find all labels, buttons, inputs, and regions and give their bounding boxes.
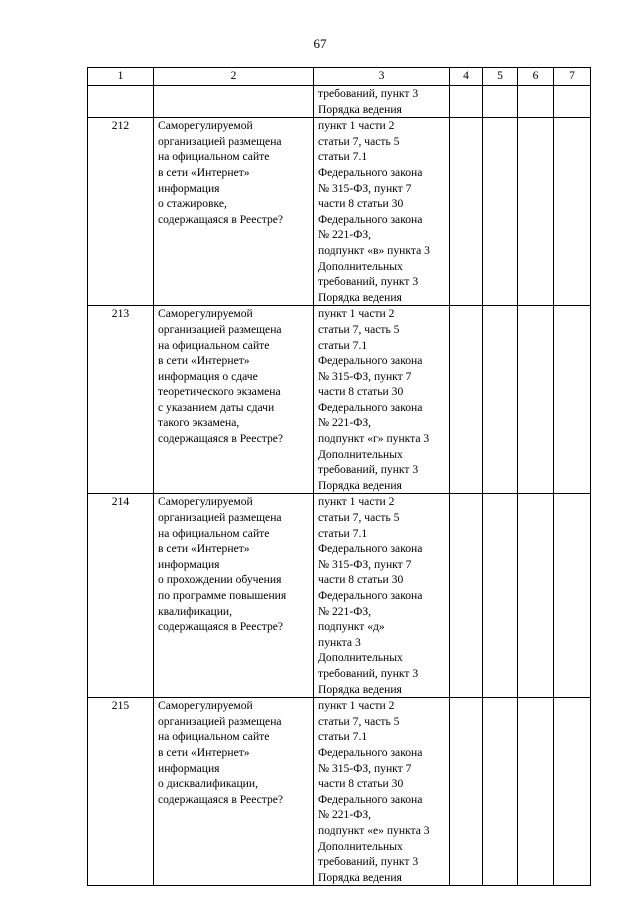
- empty-cell: [483, 118, 518, 306]
- cell-text-line: Порядка ведения: [318, 102, 402, 116]
- empty-cell: [518, 306, 554, 494]
- empty-cell: [518, 118, 554, 306]
- cell-text-line: Федерального закона: [318, 165, 423, 179]
- cell-text-line: информация: [158, 557, 220, 571]
- header-cell-7: 7: [554, 68, 591, 86]
- cell-text-line: Дополнительных: [318, 651, 403, 665]
- continuation-reference-cell: [314, 86, 450, 118]
- cell-text-line: организацией размещена: [158, 322, 282, 336]
- cell-text-line: подпункт «д»: [318, 620, 385, 634]
- cell-text-line: требований, пункт 3: [318, 87, 419, 100]
- cell-text-line: на официальном сайте: [158, 526, 270, 540]
- cell-text-line: Дополнительных: [318, 259, 403, 273]
- cell-text-line: Саморегулируемой: [158, 307, 253, 321]
- cell-text-line: информация: [158, 761, 220, 775]
- cell-text-line: теоретического экзамена: [158, 385, 281, 399]
- cell-text-line: Порядка ведения: [318, 478, 402, 492]
- page-number: 67: [313, 36, 327, 51]
- question-cell: [154, 494, 314, 698]
- row-number: 214: [88, 494, 154, 698]
- cell-text-line: статьи 7, часть 5: [318, 511, 400, 525]
- cell-text-line: с указанием даты сдачи: [158, 400, 275, 414]
- cell-text-line: Федерального закона: [318, 589, 423, 602]
- cell-text-line: Саморегулируемой: [158, 699, 253, 713]
- cell-text-line: пункт 1 части 2: [318, 495, 395, 509]
- cell-text-line: № 315-ФЗ, пункт 7: [318, 181, 412, 195]
- cell-text-line: части 8 статьи 30: [318, 197, 404, 211]
- cell-text-line: Дополнительных: [318, 447, 403, 461]
- cell-text-line: требований, пункт 3: [318, 666, 419, 680]
- cell-text-line: Федерального закона: [318, 542, 423, 556]
- cell-text-line: пункта 3: [318, 635, 361, 649]
- cell-text-line: о прохождении обучения: [158, 573, 282, 587]
- cell-text-line: части 8 статьи 30: [318, 385, 404, 399]
- empty-cell: [554, 118, 591, 306]
- cell-text-line: Дополнительных: [318, 839, 403, 853]
- cell-text-line: требований, пункт 3: [318, 463, 419, 477]
- header-cell-4: 4: [450, 68, 483, 86]
- cell-text-line: требований, пункт 3: [318, 855, 419, 869]
- cell-text-line: № 315-ФЗ, пункт 7: [318, 557, 412, 571]
- question-cell: [154, 306, 314, 494]
- cell-text-line: квалификации,: [158, 604, 233, 618]
- cell-text-line: № 221-ФЗ,: [318, 604, 372, 618]
- empty-cell: [554, 698, 591, 886]
- cell-text-line: статьи 7, часть 5: [318, 714, 400, 728]
- empty-cell: [483, 86, 518, 118]
- cell-text-line: Федерального закона: [318, 212, 423, 226]
- header-cell-1: 1: [88, 68, 154, 86]
- row-number: 215: [88, 698, 154, 886]
- cell-text-line: статьи 7, часть 5: [318, 322, 400, 336]
- cell-text-line: части 8 статьи 30: [318, 573, 404, 587]
- header-cell-6: 6: [518, 68, 554, 86]
- legal-reference-cell: [314, 494, 450, 698]
- legal-reference-cell: [314, 698, 450, 886]
- header-row: [88, 68, 591, 86]
- question-cell: [154, 118, 314, 306]
- cell-text-line: Порядка ведения: [318, 682, 402, 696]
- empty-cell: [450, 306, 483, 494]
- cell-text-line: на официальном сайте: [158, 150, 270, 164]
- empty-cell: [450, 86, 483, 118]
- question-cell: [154, 698, 314, 886]
- cell-text-line: информация: [158, 181, 220, 195]
- cell-text-line: Федерального закона: [318, 400, 423, 414]
- cell-text-line: Федерального закона: [318, 354, 423, 368]
- cell-text-line: статьи 7, часть 5: [318, 134, 400, 148]
- cell-text-line: такого экзамена,: [158, 416, 240, 430]
- cell-text-line: на официальном сайте: [158, 730, 270, 744]
- legal-reference-cell: [314, 306, 450, 494]
- cell-text-line: информация о сдаче: [158, 369, 258, 383]
- empty-cell: [450, 118, 483, 306]
- table-row: [88, 494, 591, 698]
- cell-text-line: части 8 статьи 30: [318, 777, 404, 791]
- table-row: [88, 118, 591, 306]
- empty-cell: [554, 86, 591, 118]
- cell-text-line: организацией размещена: [158, 714, 282, 728]
- cell-text-line: содержащаяся в Реестре?: [158, 792, 284, 806]
- row-number: 213: [88, 306, 154, 494]
- cell-text-line: о дисквалификации,: [158, 777, 258, 791]
- empty-cell: [483, 306, 518, 494]
- cell-text-line: № 315-ФЗ, пункт 7: [318, 761, 412, 775]
- cell-text-line: статьи 7.1: [318, 150, 368, 164]
- table-row: [88, 698, 591, 886]
- legal-reference-cell: [314, 118, 450, 306]
- empty-cell: [518, 86, 554, 118]
- empty-cell: [518, 494, 554, 698]
- cell-text-line: Саморегулируемой: [158, 495, 253, 509]
- cell-text-line: организацией размещена: [158, 134, 282, 148]
- cell-text-line: на официальном сайте: [158, 338, 270, 352]
- cell-text-line: в сети «Интернет»: [158, 542, 250, 556]
- cell-text-line: № 315-ФЗ, пункт 7: [318, 369, 412, 383]
- continuation-question-cell: [154, 86, 314, 118]
- empty-cell: [554, 306, 591, 494]
- checklist-table: [87, 67, 591, 886]
- row-number: 212: [88, 118, 154, 306]
- cell-text-line: в сети «Интернет»: [158, 745, 250, 759]
- cell-text-line: подпункт «е» пункта 3: [318, 823, 430, 837]
- cell-text-line: статьи 7.1: [318, 338, 368, 352]
- cell-text-line: № 221-ФЗ,: [318, 808, 372, 822]
- header-cell-3: 3: [314, 68, 450, 86]
- cell-text-line: Федерального закона: [318, 792, 423, 806]
- cell-text-line: пункт 1 части 2: [318, 307, 395, 321]
- empty-cell: [450, 698, 483, 886]
- cell-text-line: пункт 1 части 2: [318, 119, 395, 133]
- cell-text-line: по программе повышения: [158, 589, 287, 602]
- empty-cell: [450, 494, 483, 698]
- cell-text-line: Саморегулируемой: [158, 119, 253, 133]
- continuation-row: [88, 86, 591, 118]
- cell-text-line: в сети «Интернет»: [158, 165, 250, 179]
- cell-text-line: статьи 7.1: [318, 526, 368, 540]
- empty-cell: [554, 494, 591, 698]
- cell-text-line: Федерального закона: [318, 745, 423, 759]
- cell-text-line: Порядка ведения: [318, 290, 402, 304]
- empty-cell: [483, 494, 518, 698]
- cell-text-line: пункт 1 части 2: [318, 699, 395, 713]
- cell-text-line: подпункт «в» пункта 3: [318, 243, 430, 257]
- empty-cell: [518, 698, 554, 886]
- cell-text-line: содержащаяся в Реестре?: [158, 212, 284, 226]
- cell-text-line: организацией размещена: [158, 511, 282, 525]
- header-cell-5: 5: [483, 68, 518, 86]
- cell-text-line: в сети «Интернет»: [158, 354, 250, 368]
- cell-text-line: подпункт «г» пункта 3: [318, 432, 430, 446]
- cell-text-line: о стажировке,: [158, 197, 227, 211]
- header-cell-2: 2: [154, 68, 314, 86]
- cell-text-line: статьи 7.1: [318, 730, 368, 744]
- table-row: [88, 306, 591, 494]
- cell-text-line: содержащаяся в Реестре?: [158, 432, 284, 446]
- cell-text-line: Порядка ведения: [318, 870, 402, 884]
- cell-text-line: № 221-ФЗ,: [318, 416, 372, 430]
- continuation-num-cell: [88, 86, 154, 118]
- cell-text-line: требований, пункт 3: [318, 275, 419, 289]
- empty-cell: [483, 698, 518, 886]
- cell-text-line: содержащаяся в Реестре?: [158, 620, 284, 634]
- cell-text-line: № 221-ФЗ,: [318, 228, 372, 242]
